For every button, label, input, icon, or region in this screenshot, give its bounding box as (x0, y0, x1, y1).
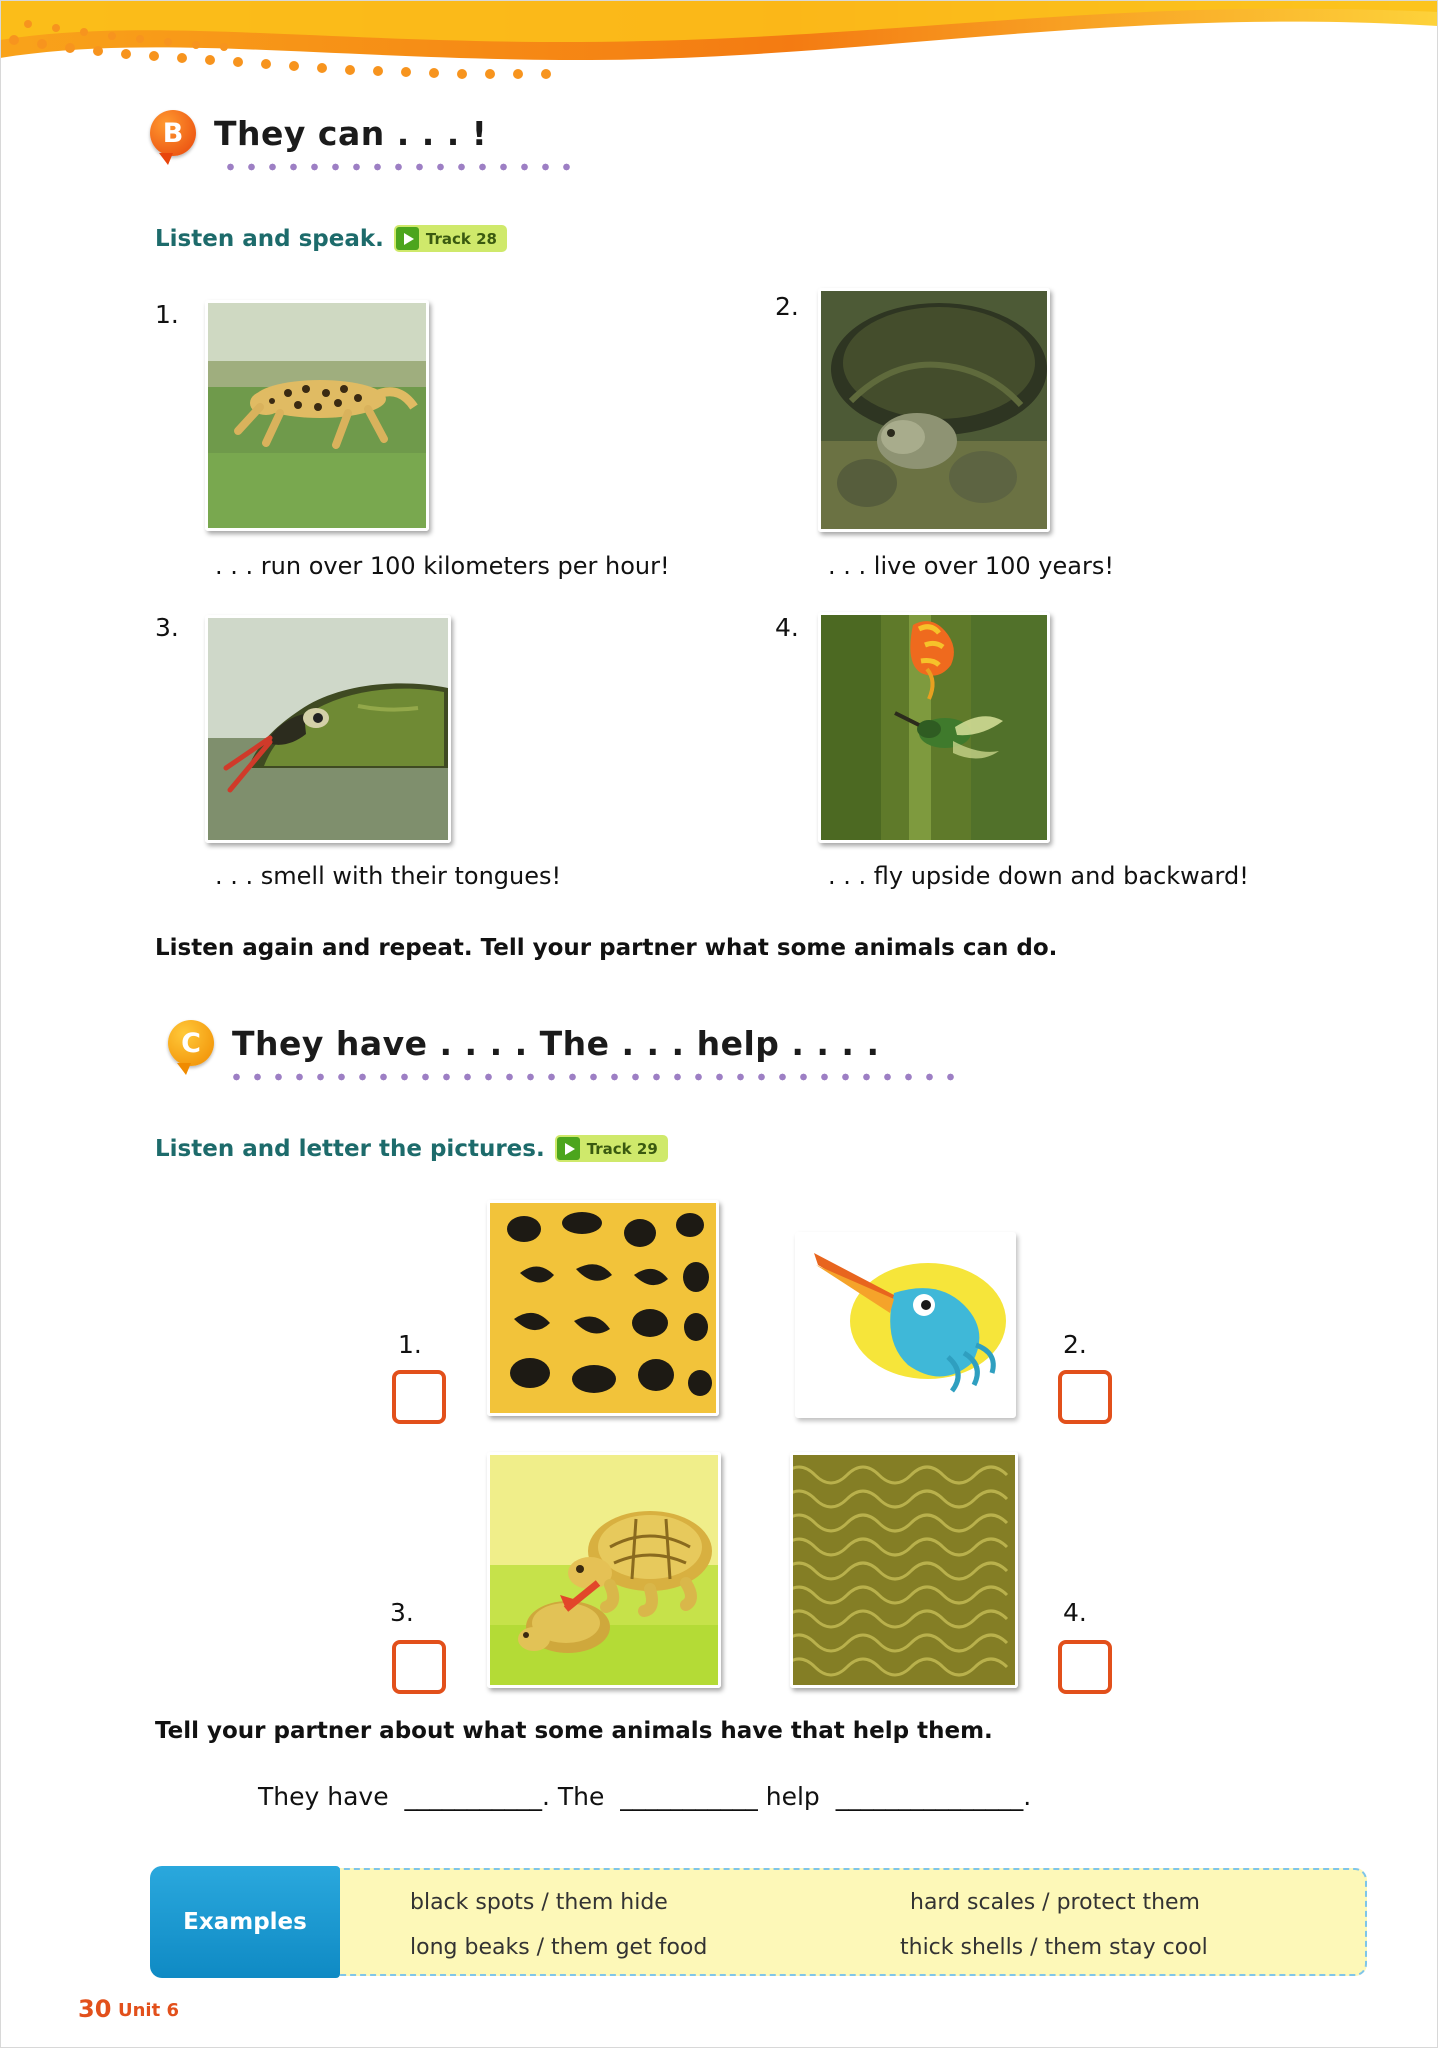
blank-2[interactable]: ___________ (612, 1782, 766, 1811)
blank-3[interactable]: _______________ (827, 1782, 1024, 1811)
page-number: 30 (78, 1995, 112, 2023)
answer-box-3[interactable] (392, 1640, 446, 1694)
section-b-header (150, 110, 620, 172)
item-number: 2. (1063, 1330, 1087, 1359)
answer-box-2[interactable] (1058, 1370, 1112, 1424)
decorative-top-banner (0, 0, 1438, 86)
sentence-part-2: . The (542, 1782, 605, 1811)
section-b-dotted-underline (220, 162, 572, 172)
sentence-part-3: help (765, 1782, 820, 1811)
section-c-dotted-underline (226, 1072, 966, 1082)
play-icon (557, 1137, 580, 1160)
cheetah-running-photo (205, 300, 429, 531)
leopard-spots-pattern (487, 1200, 719, 1416)
section-c-header (168, 1020, 988, 1082)
item-caption: . . . live over 100 years! (828, 552, 1114, 580)
item-number: 2. (775, 292, 799, 321)
item-number: 3. (155, 613, 179, 642)
play-icon (396, 227, 419, 250)
item-caption: . . . smell with their tongues! (215, 862, 562, 890)
sentence-part-1: They have (258, 1782, 389, 1811)
example-item: hard scales / protect them (910, 1890, 1200, 1915)
sentence-part-4: . (1023, 1782, 1032, 1811)
examples-label: Examples (150, 1866, 340, 1978)
unit-label: Unit 6 (118, 2000, 179, 2021)
tortoise-shell-illustration (487, 1452, 721, 1688)
section-b-badge: B (150, 110, 196, 156)
snake-scales-pattern (790, 1452, 1018, 1688)
track-29-button[interactable] (555, 1135, 668, 1162)
item-number: 3. (390, 1598, 414, 1627)
section-c-followup: Tell your partner about what some animals have that help them. (155, 1718, 993, 1744)
blank-1[interactable]: ___________ (396, 1782, 542, 1811)
section-c-title: They have . . . . The . . . help . . . . (232, 1023, 880, 1063)
item-caption: . . . run over 100 kilometers per hour! (215, 552, 670, 580)
section-b-title: They can . . . ! (214, 113, 488, 153)
track-29-label: Track 29 (586, 1139, 658, 1158)
section-b-followup: Listen again and repeat. Tell your partner what some animals can do. (155, 935, 1058, 961)
answer-box-4[interactable] (1058, 1640, 1112, 1694)
answer-box-1[interactable] (392, 1370, 446, 1424)
item-number: 1. (398, 1330, 422, 1359)
example-item: long beaks / them get food (410, 1935, 708, 1960)
example-item: black spots / them hide (410, 1890, 668, 1915)
track-28-button[interactable] (394, 225, 507, 252)
example-item: thick shells / them stay cool (900, 1935, 1208, 1960)
item-number: 4. (775, 613, 799, 642)
hummingbird-flower-photo (818, 612, 1050, 843)
section-b-instruction: Listen and speak. (155, 225, 384, 252)
snake-tongue-photo (205, 615, 451, 843)
item-number: 1. (155, 300, 179, 329)
item-caption: . . . fly upside down and backward! (828, 862, 1249, 890)
sentence-frame (258, 1782, 1031, 1811)
giant-tortoise-photo (818, 288, 1050, 532)
section-b-instruction-row (155, 225, 507, 252)
section-c-instruction-row (155, 1135, 668, 1162)
section-c-instruction: Listen and letter the pictures. (155, 1135, 545, 1162)
long-beak-bird-illustration (795, 1232, 1016, 1418)
track-28-label: Track 28 (425, 229, 497, 248)
section-c-badge: C (168, 1020, 214, 1066)
item-number: 4. (1063, 1598, 1087, 1627)
